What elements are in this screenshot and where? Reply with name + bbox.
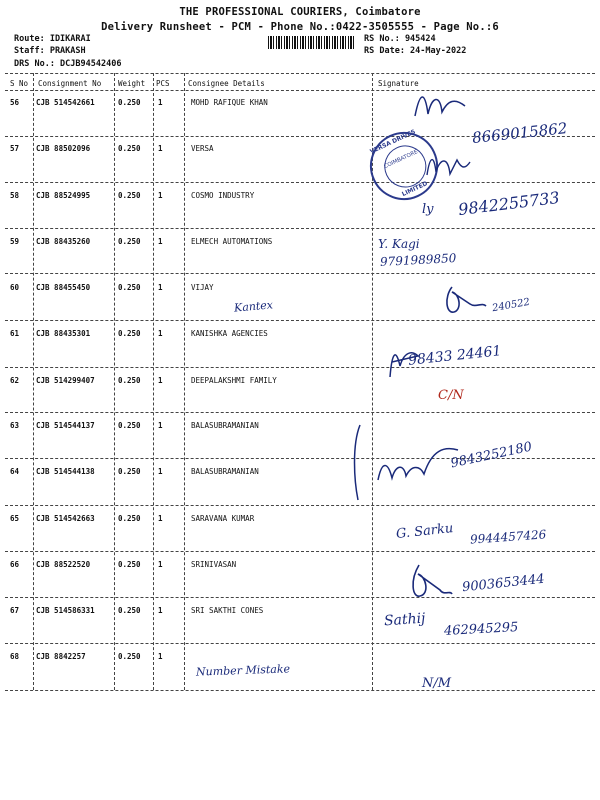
stamp-bottom-text: LIMITED: [400, 180, 429, 199]
row-consignment: CJB 514299407: [36, 376, 95, 385]
row-consignee: SRINIVASAN: [191, 560, 237, 569]
row-weight: 0.250: [118, 329, 141, 338]
col-header-pcs: PCS: [156, 79, 170, 88]
row-consignment: CJB 88435260: [36, 237, 91, 246]
row-weight: 0.250: [118, 237, 141, 246]
row-weight: 0.250: [118, 560, 141, 569]
handwritten-sign-date: 240522: [491, 296, 531, 315]
handwritten-phone: 9003653444: [461, 571, 546, 596]
row-weight: 0.250: [118, 144, 141, 153]
row-divider: [5, 643, 595, 644]
company-title: THE PROFESSIONAL COURIERS, Coimbatore: [179, 6, 421, 18]
row-sno: 63: [10, 421, 20, 430]
row-consignee: ELMECH AUTOMATIONS: [191, 237, 273, 246]
row-divider: [5, 182, 595, 183]
row-consignment: CJB 514542661: [36, 98, 95, 107]
row-pcs: 1: [158, 98, 163, 107]
row-sno: 67: [10, 606, 20, 615]
row-consignment: CJB 514542663: [36, 514, 95, 523]
row-divider: [5, 228, 595, 229]
row-divider: [5, 505, 595, 506]
stamp-middle-text: COIMBATORE: [383, 149, 419, 171]
signature-scribble: [410, 86, 470, 126]
handwritten-note: N/M: [422, 676, 452, 691]
row-pcs: 1: [158, 144, 163, 153]
row-pcs: 1: [158, 329, 163, 338]
row-consignee: DEEPALAKSHMI FAMILY: [191, 376, 277, 385]
rs-number: RS No.: 945424: [364, 34, 436, 44]
row-consignment: CJB 88455450: [36, 283, 91, 292]
table-row: [0, 329, 600, 375]
table-row: [0, 237, 600, 283]
row-consignee: BALASUBRAMANIAN: [191, 421, 259, 430]
handwritten-phone: 462945295: [443, 620, 519, 639]
row-sno: 59: [10, 237, 20, 246]
row-consignee: MOHD RAFIQUE KHAN: [191, 98, 268, 107]
row-consignment: CJB 8842257: [36, 652, 86, 661]
row-weight: 0.250: [118, 514, 141, 523]
row-sno: 60: [10, 283, 20, 292]
handwritten-name: G. Sarku: [395, 521, 454, 542]
row-pcs: 1: [158, 606, 163, 615]
row-sno: 58: [10, 191, 20, 200]
col-header-signature: Signature: [378, 79, 419, 88]
row-weight: 0.250: [118, 191, 141, 200]
row-divider: [5, 412, 595, 413]
row-sno: 62: [10, 376, 20, 385]
row-pcs: 1: [158, 652, 163, 661]
stamp-top-text: VERSA DRIVES: [368, 128, 417, 156]
handwritten-phone: 98433 24461: [407, 343, 503, 369]
row-pcs: 1: [158, 237, 163, 246]
row-sno: 61: [10, 329, 20, 338]
col-header-consignment: Consignment No: [38, 79, 102, 88]
handwritten-phone: 9842255733: [457, 187, 561, 220]
row-consignment: CJB 88435301: [36, 329, 91, 338]
handwritten-phone: 8669015862: [471, 119, 569, 147]
row-consignee: KANISHKA AGENCIES: [191, 329, 268, 338]
runsheet-subtitle: Delivery Runsheet - PCM - Phone No.:0422-3505555 - Page No.:6: [101, 21, 499, 33]
row-sno: 56: [10, 98, 20, 107]
row-weight: 0.250: [118, 606, 141, 615]
row-sno: 68: [10, 652, 20, 661]
handwritten-note: Number Mistake: [195, 662, 291, 679]
signature-scribble: [440, 282, 490, 322]
table-row: [0, 652, 600, 698]
handwritten-note: Kantex: [233, 298, 274, 315]
row-consignment: CJB 88502096: [36, 144, 91, 153]
header-rule-bottom: [5, 90, 595, 91]
row-weight: 0.250: [118, 283, 141, 292]
route-label: Route: IDIKARAI: [14, 34, 91, 44]
signature-scribble: [404, 560, 454, 605]
row-pcs: 1: [158, 376, 163, 385]
row-consignment: CJB 514544138: [36, 467, 95, 476]
row-divider: [5, 597, 595, 598]
row-consignment: CJB 514586331: [36, 606, 95, 615]
handwritten-phone: 9791989850: [379, 251, 457, 269]
table-row: [0, 376, 600, 422]
handwritten-cn-note: C/N: [438, 388, 464, 403]
row-pcs: 1: [158, 421, 163, 430]
signature-scribble: [348, 420, 468, 510]
handwritten-phone: 9944457426: [469, 527, 547, 547]
handwritten-name: Sathij: [383, 610, 426, 630]
row-consignee: VIJAY: [191, 283, 214, 292]
row-consignee: BALASUBRAMANIAN: [191, 467, 259, 476]
barcode: [268, 36, 356, 49]
row-divider: [5, 690, 595, 691]
header-rule-top: [5, 73, 595, 74]
row-consignment: CJB 88522520: [36, 560, 91, 569]
row-divider: [5, 367, 595, 368]
row-consignee: COSMO INDUSTRY: [191, 191, 255, 200]
rs-date: RS Date: 24-May-2022: [364, 46, 467, 56]
table-row: [0, 467, 600, 513]
signature-scribble: [422, 150, 472, 185]
col-header-weight: Weight: [118, 79, 146, 88]
row-consignment: CJB 514544137: [36, 421, 95, 430]
handwritten-initial: ly: [422, 202, 434, 217]
row-divider: [5, 320, 595, 321]
row-divider: [5, 551, 595, 552]
row-sno: 65: [10, 514, 20, 523]
row-pcs: 1: [158, 467, 163, 476]
col-header-consignee: Consignee Details: [188, 79, 265, 88]
row-pcs: 1: [158, 283, 163, 292]
row-weight: 0.250: [118, 376, 141, 385]
row-weight: 0.250: [118, 98, 141, 107]
row-pcs: 1: [158, 560, 163, 569]
drs-label: DRS No.: DCJB94542406: [14, 59, 122, 69]
row-weight: 0.250: [118, 421, 141, 430]
row-weight: 0.250: [118, 652, 141, 661]
staff-label: Staff: PRAKASH: [14, 46, 86, 56]
table-row: [0, 144, 600, 190]
row-consignee: SARAVANA KUMAR: [191, 514, 255, 523]
row-consignment: CJB 88524995: [36, 191, 91, 200]
row-sno: 64: [10, 467, 20, 476]
row-pcs: 1: [158, 191, 163, 200]
row-consignee: SRI SAKTHI CONES: [191, 606, 264, 615]
handwritten-phone: 9843252180: [449, 439, 534, 472]
row-pcs: 1: [158, 514, 163, 523]
row-sno: 57: [10, 144, 20, 153]
row-weight: 0.250: [118, 467, 141, 476]
row-divider: [5, 273, 595, 274]
col-header-sno: S No: [10, 79, 29, 88]
row-consignee: VERSA: [191, 144, 214, 153]
handwritten-name: Y. Kagi: [378, 237, 420, 251]
row-sno: 66: [10, 560, 20, 569]
